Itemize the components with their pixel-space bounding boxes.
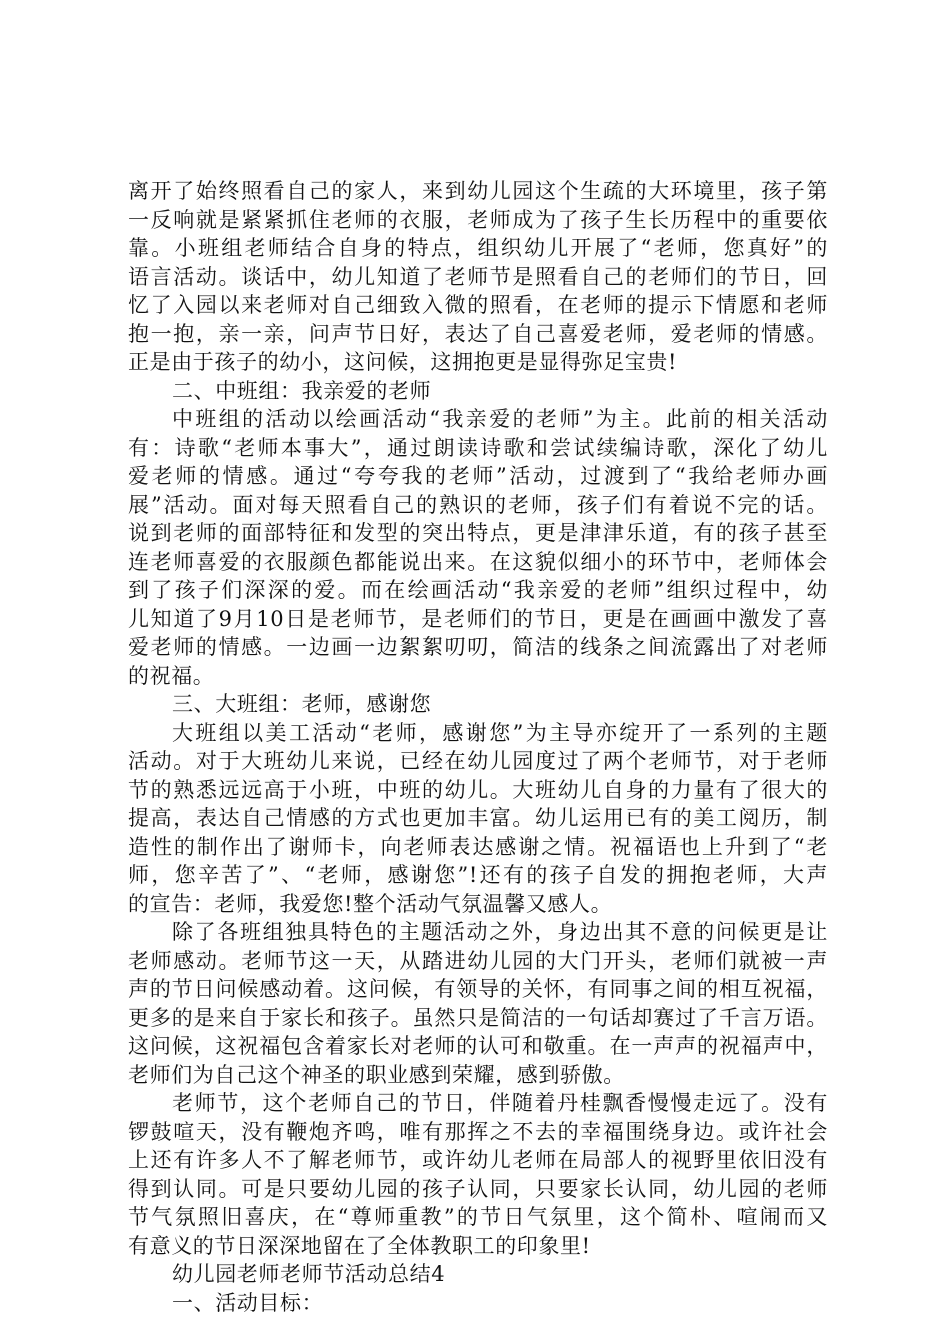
- text-line: 靠。小班组老师结合自身的特点，组织幼儿开展了“老师，您真好”的: [128, 236, 828, 260]
- text-line: 大班组以美工活动“老师，感谢您”为主导亦绽开了一系列的主题: [172, 720, 828, 745]
- text-line: 得到认同。可是只要幼儿园的孩子认同，只要家长认同，幼儿园的老师: [128, 1176, 828, 1201]
- text-line: 造性的制作出了谢师卡，向老师表达感谢之情。祝福语也上升到了“老: [128, 834, 828, 859]
- text-line: 说到老师的面部特征和发型的突出特点，更是津津乐道，有的孩子甚至: [128, 521, 828, 545]
- text-line: 有意义的节日深深地留在了全体教职工的印象里!: [128, 1233, 591, 1258]
- text-line: 语言活动。谈话中，幼儿知道了老师节是照看自己的老师们的节日，回: [128, 264, 828, 289]
- text-line: 活动。对于大班幼儿来说，已经在幼儿园度过了两个老师节，对于老师: [128, 749, 828, 773]
- text-line: 爱老师的情感。通过“夸夸我的老师”活动，过渡到了“我给老师办画: [128, 464, 828, 488]
- text-line: 正是由于孩子的幼小，这问候，这拥抱更是显得弥足宝贵!: [128, 350, 678, 374]
- text-line: 老师感动。老师节这一天，从踏进幼儿园的大门开头，老师们就被一声: [128, 948, 828, 973]
- text-line: 节的熟悉远远高于小班，中班的幼儿。大班幼儿自身的力量有了很大的: [128, 777, 828, 802]
- text-line: 连老师喜爱的衣服颜色都能说出来。在这貌似细小的环节中，老师体会: [128, 549, 828, 574]
- text-line: 师，您辛苦了”、“老师，感谢您”!还有的孩子自发的拥抱老师，大声: [128, 863, 828, 887]
- text-line: 上还有许多人不了解老师节，或许幼儿老师在局部人的视野里依旧没有: [128, 1148, 828, 1172]
- text-line: 这问候，这祝福包含着家长对老师的认可和敬重。在一声声的祝福声中，: [128, 1034, 828, 1058]
- text-line: 爱老师的情感。一边画一边絮絮叨叨，简洁的线条之间流露出了对老师: [128, 635, 828, 659]
- text-line: 节气氛照旧喜庆，在“尊师重教”的节日气氛里，这个简朴、喧闹而又: [128, 1205, 828, 1229]
- text-line: 老师节，这个老师自己的节日，伴随着丹桂飘香慢慢走远了。没有: [172, 1091, 828, 1115]
- text-line: 中班组的活动以绘画活动“我亲爱的老师”为主。此前的相关活动: [172, 407, 828, 431]
- text-line: 三、大班组：老师，感谢您: [172, 692, 432, 716]
- text-line: 抱一抱，亲一亲，问声节日好，表达了自己喜爱老师，爱老师的情感。: [128, 321, 828, 346]
- text-line: 一反响就是紧紧抓住老师的衣服，老师成为了孩子生长历程中的重要依: [128, 207, 828, 232]
- text-line: 离开了始终照看自己的家人，来到幼儿园这个生疏的大环境里，孩子第: [128, 179, 828, 203]
- text-line: 展”活动。面对每天照看自己的熟识的老师，孩子们有着说不完的话。: [128, 492, 828, 517]
- text-line: 一、活动目标：: [172, 1290, 324, 1315]
- text-line: 儿知道了9月10日是老师节，是老师们的节日，更是在画画中激发了喜: [128, 606, 828, 631]
- text-line: 更多的是来自于家长和孩子。虽然只是简洁的一句话却赛过了千言万语。: [128, 1005, 828, 1030]
- text-line: 有：诗歌“老师本事大”，通过朗读诗歌和尝试续编诗歌，深化了幼儿: [128, 435, 828, 460]
- text-line: 到了孩子们深深的爱。而在绘画活动“我亲爱的老师”组织过程中，幼: [128, 578, 828, 602]
- text-line: 提高，表达自己情感的方式也更加丰富。幼儿运用已有的美工阅历，制: [128, 806, 828, 830]
- text-line: 二、中班组：我亲爱的老师: [172, 378, 432, 403]
- document-body: [128, 177, 828, 1317]
- text-line: 的祝福。: [128, 663, 215, 688]
- text-line: 幼儿园老师老师节活动总结4: [172, 1262, 446, 1286]
- text-line: 的宣告：老师，我爱您!整个活动气氛温馨又感人。: [128, 891, 613, 916]
- text-line: 锣鼓喧天，没有鞭炮齐鸣，唯有那挥之不去的幸福围绕身边。或许社会: [128, 1119, 828, 1144]
- text-line: 除了各班组独具特色的主题活动之外，身边出其不意的问候更是让: [172, 920, 828, 944]
- text-line: 老师们为自己这个神圣的职业感到荣耀，感到骄傲。: [128, 1062, 625, 1087]
- text-line: 忆了入园以来老师对自己细致入微的照看，在老师的提示下情愿和老师: [128, 293, 828, 317]
- text-line: 声的节日问候感动着。这问候，有领导的关怀，有同事之间的相互祝福，: [128, 977, 828, 1001]
